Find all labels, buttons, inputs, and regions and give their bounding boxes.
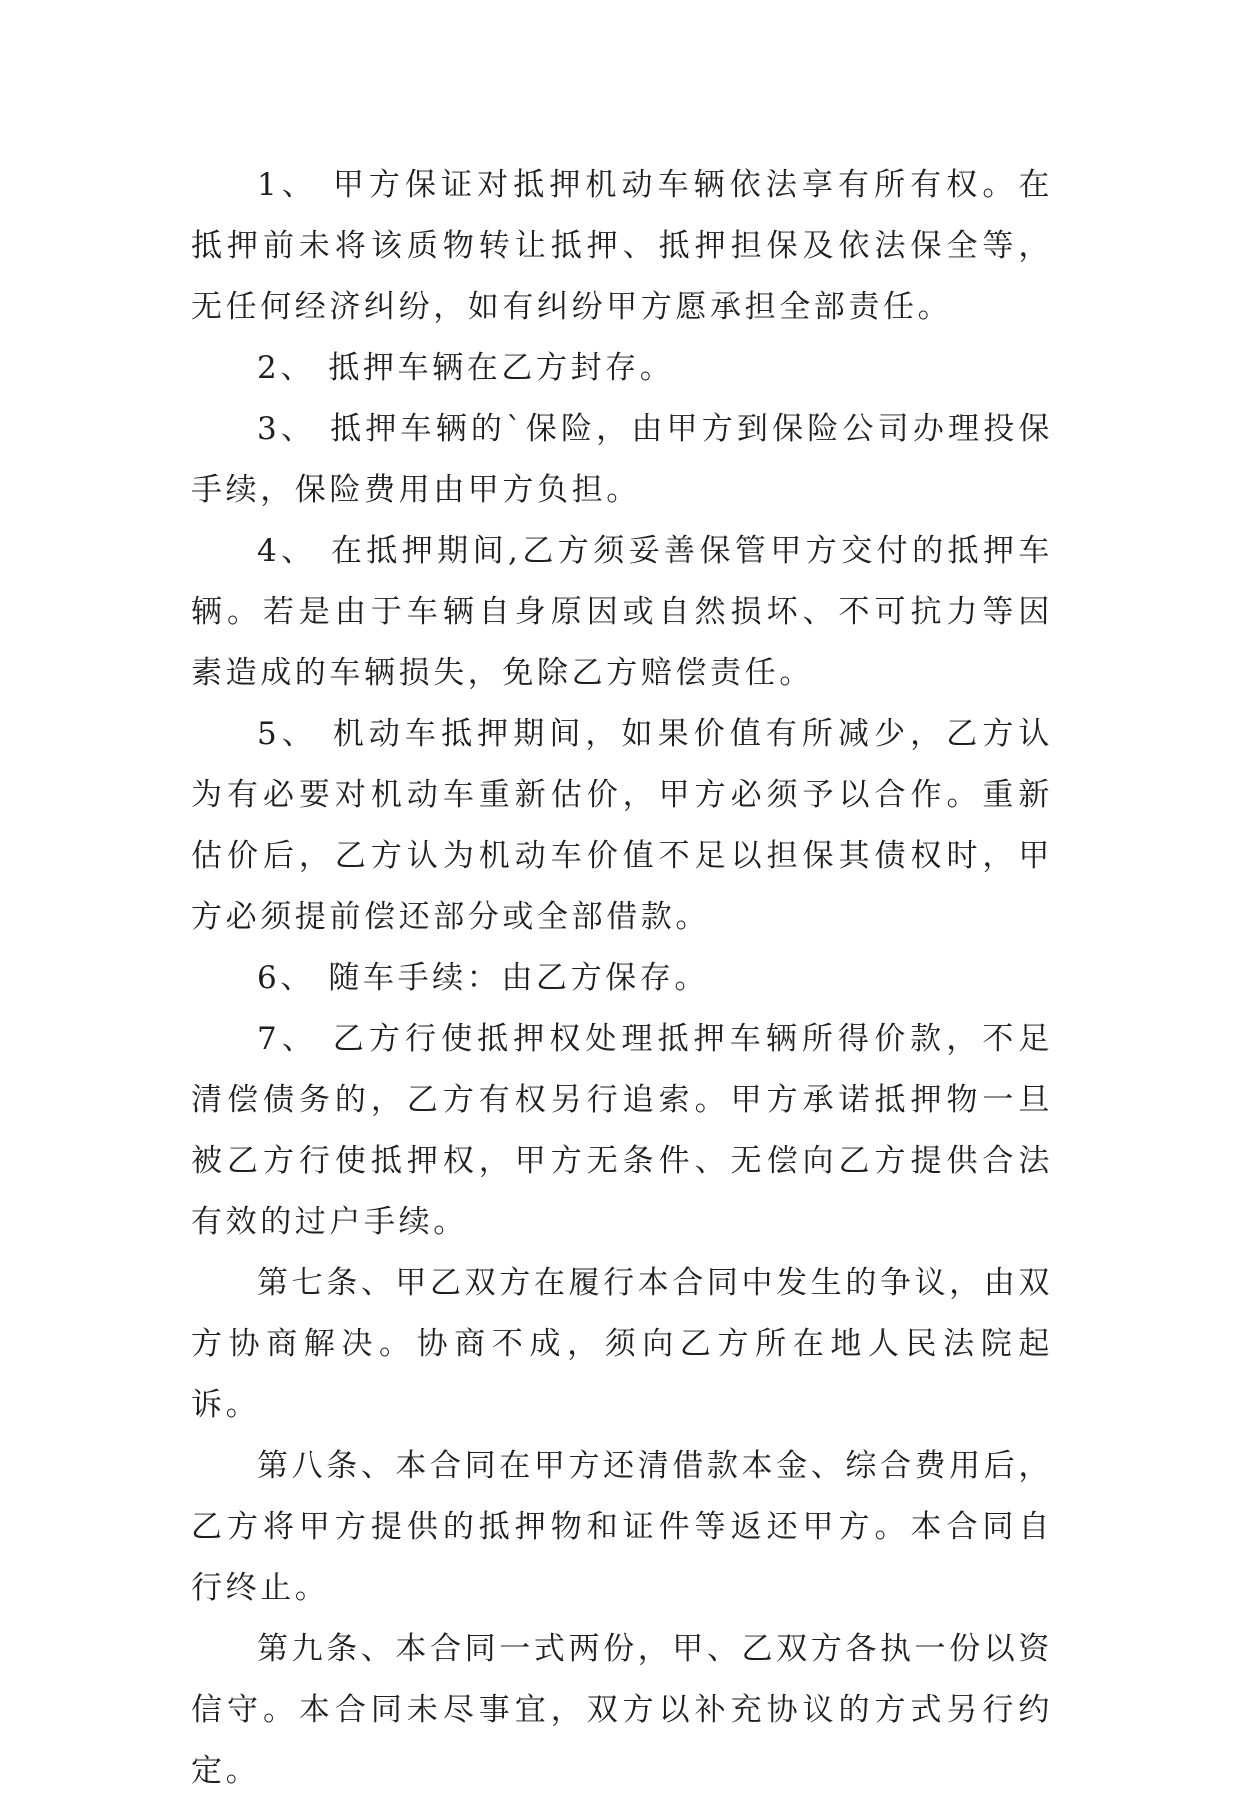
clause-3: 3、 抵押车辆的`保险，由甲方到保险公司办理投保手续，保险费用由甲方负担。 [191,411,1053,508]
clause-5: 5、 机动车抵押期间，如果价值有所减少，乙方认为有必要对机动车重新估价，甲方必须予以合作。重新估价后，乙方认为机动车价值不足以担保其债权时，甲方必须提前偿还部分或全部借款。 [191,716,1053,935]
clause-4: 4、 在抵押期间,乙方须妥善保管甲方交付的抵押车辆。若是由于车辆自身原因或自然损坏、不可抗力等因素造成的车辆损失，免除乙方赔偿责任。 [191,533,1053,691]
article-7: 第七条、甲乙双方在履行本合同中发生的争议，由双方协商解决。协商不成，须向乙方所在地人民法院起诉。 [191,1265,1053,1423]
article-8: 第八条、本合同在甲方还清借款本金、综合费用后，乙方将甲方提供的抵押物和证件等返还甲方。本合同自行终止。 [191,1448,1053,1606]
clause-2: 2、 抵押车辆在乙方封存。 [257,350,675,386]
article-9: 第九条、本合同一式两份，甲、乙双方各执一份以资信守。本合同未尽事宜，双方以补充协议的方式另行约定。 [191,1631,1053,1789]
clause-1: 1、 甲方保证对抵押机动车辆依法享有所有权。在抵押前未将该质物转让抵押、抵押担保及依法保全等，无任何经济纠纷，如有纠纷甲方愿承担全部责任。 [191,167,1053,325]
clause-7: 7、 乙方行使抵押权处理抵押车辆所得价款，不足清偿债务的，乙方有权另行追索。甲方承诺抵押物一旦被乙方行使抵押权，甲方无条件、无偿向乙方提供合法有效的过户手续。 [191,1021,1053,1240]
clause-6: 6、 随车手续：由乙方保存。 [257,960,709,996]
document-body [191,155,1053,1802]
